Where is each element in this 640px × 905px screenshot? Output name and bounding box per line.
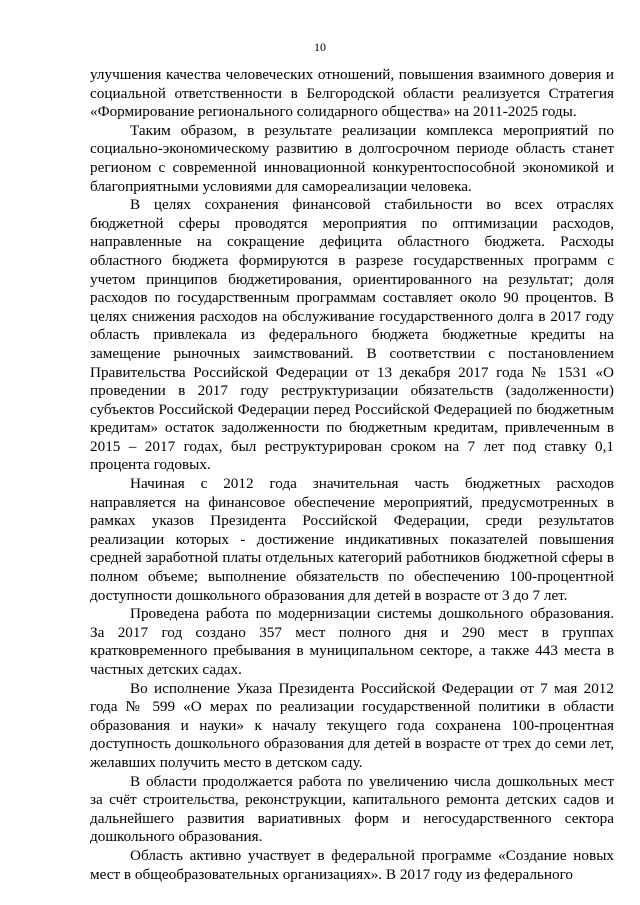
paragraph-preschool-places: В области продолжается работа по увеличению числа дошкольных мест за счёт строительства, реконструкции, капитального ремонта детских садов и дальнейшего развития вариативных форм и негосударственного сектора дошкольного образования. [90,772,614,846]
paragraph-conclusion: Таким образом, в результате реализации комплекса мероприятий по социально-экономическому развитию в долгосрочном периоде область станет регионом с современной инновационной конкурентоспособной экономикой и благоприятными условиями для самореализации человека. [90,121,614,195]
paragraph-decree-599: Во исполнение Указа Президента Российской Федерации от 7 мая 2012 года № 599 «О мерах по реализации государственной политики в области образования и науки» к началу текущего года сохранена 100-процентная доступность дошкольного образования для детей в возрасте от трех до семи лет, желавших получить место в детском саду. [90,679,614,771]
paragraph-budget-stability: В целях сохранения финансовой стабильности во всех отраслях бюджетной сферы проводятся мероприятия по оптимизации расходов, направленные на сокращение дефицита областного бюджета. Расходы областного бюджета формируются в разрезе государственных программ с учетом принципов бюджетирования, ориентированного на результат; доля расходов по государственным программам составляет около 90 процентов. В целях снижения расходов на обслуживание государственного долга в 2017 году область привлекала из федерального бюджета бюджетные кредиты на замещение рыночных заимствований. В соответствии с постановлением Правительства Российской Федерации от 13 декабря 2017 года № 1531 «О проведении в 2017 году реструктуризации обязательств (задолженности) субъектов Российской Федерации перед Российской Федерацией по бюджетным кредитам» остаток задолженности по бюджетным кредитам, привлеченным в 2015 – 2017 годах, был реструктурирован сроком на 7 лет под ставку 0,1 процента годовых. [90,196,614,474]
paragraph-federal-program: Область активно участвует в федеральной программе «Создание новых мест в общеобразовательных организациях». В 2017 году из федерального [90,846,614,883]
document-body [90,66,614,884]
page-number: 10 [314,40,326,54]
paragraph-preschool-modernization: Проведена работа по модернизации системы дошкольного образования. За 2017 год создано 357 мест полного дня и 290 мест в группах кратковременного пребывания в муниципальном секторе, а также 443 места в частных детских садах. [90,605,614,678]
paragraph-continuation: улучшения качества человеческих отношений, повышения взаимного доверия и социальной ответственности в Белгородской области реализуется Стратегия «Формирование регионального солидарного общества» на 2011-2025 годы. [90,66,614,121]
paragraph-presidential-decrees: Начиная с 2012 года значительная часть бюджетных расходов направляется на финансовое обеспечение мероприятий, предусмотренных в рамках указов Президента Российской Федерации, среди результатов реализации которых - достижение индикативных показателей повышения средней заработной платы отдельных категорий работников бюджетной сферы в полном объеме; выполнение обязательств по обеспечению 100-процентной доступности дошкольного образования для детей в возрасте от 3 до 7 лет. [90,475,614,604]
